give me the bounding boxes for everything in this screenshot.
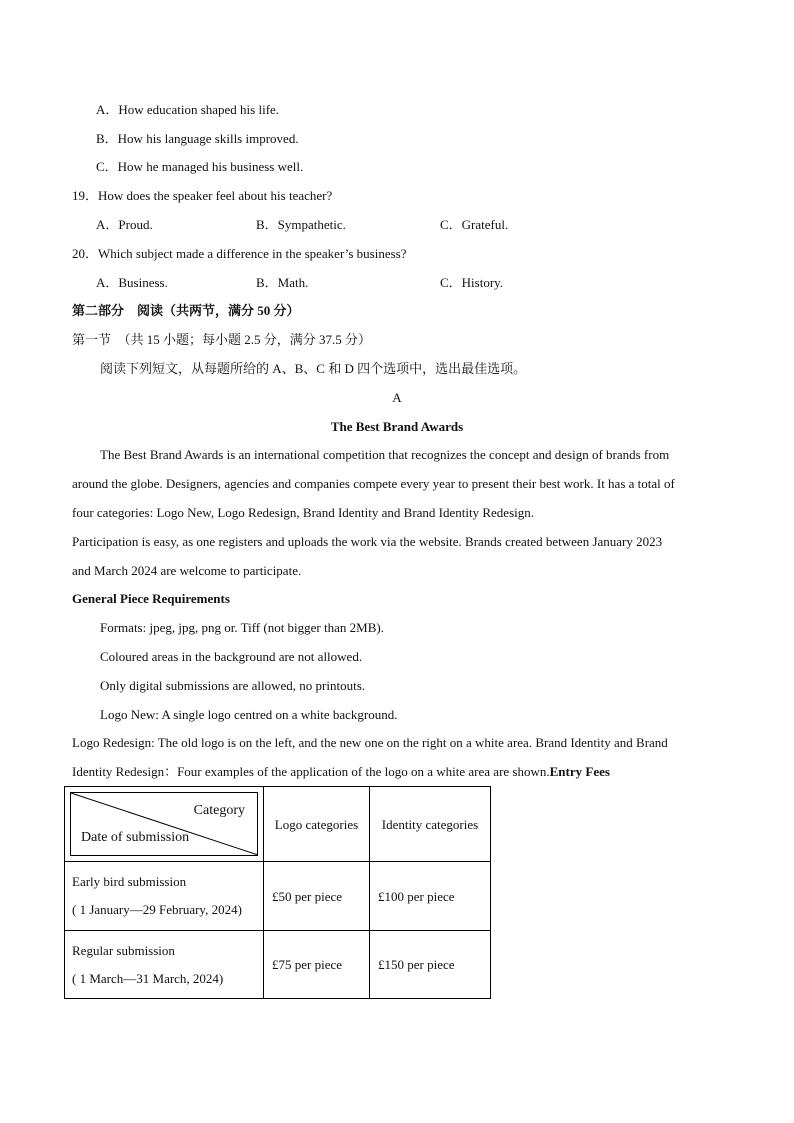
logo-redesign-line2 xyxy=(72,765,610,778)
passage-title: The Best Brand Awards xyxy=(330,419,464,434)
q20-option-a: A．Business. xyxy=(96,275,168,290)
paragraph1-line3: four categories: Logo New, Logo Redesign, Brand Identity and Brand Identity Redesign. xyxy=(72,505,534,520)
q20-option-b: B．Math. xyxy=(256,275,309,290)
regular-name: Regular submission xyxy=(72,942,175,958)
paragraph1-line2: around the globe. Designers, agencies and companies compete every year to present their best work. It has a total of xyxy=(72,476,675,491)
paragraph2-line1: Participation is easy, as one registers and uploads the work via the website. Brands created between January 2023 xyxy=(72,534,663,549)
header-identity-categories: Identity categories xyxy=(370,787,491,862)
logo-redesign-text: Identity Redesign：Four examples of the application of the logo on a white area are shown. xyxy=(72,764,550,779)
regular-logo-fee: £75 per piece xyxy=(264,931,370,999)
passage-letter: A xyxy=(392,390,402,405)
table-row xyxy=(65,862,491,931)
section1-title: 第一节 （共 15 小题；每小题 2.5 分，满分 37.5 分） xyxy=(72,332,372,347)
header-logo-categories: Logo categories xyxy=(264,787,370,862)
entry-fees-table xyxy=(64,786,491,999)
regular-dates: ( 1 March—31 March, 2024) xyxy=(72,970,224,986)
q20-option-c: C．History. xyxy=(440,275,504,290)
corner-diagonal-line xyxy=(65,787,264,861)
part2-title: 第二部分 阅读（共两节，满分 50 分） xyxy=(72,303,300,318)
q19-option-b: B．Sympathetic. xyxy=(256,217,346,232)
requirement-logo-new: Logo New: A single logo centred on a white background. xyxy=(100,707,398,722)
requirements-heading: General Piece Requirements xyxy=(72,591,230,606)
reading-instruction: 阅读下列短文，从每题所给的 A、B、C 和 D 四个选项中，选出最佳选项。 xyxy=(100,361,527,376)
corner-category-label: Category xyxy=(193,803,245,818)
requirement-digital: Only digital submissions are allowed, no printouts. xyxy=(100,678,366,693)
table-corner-cell xyxy=(65,787,264,862)
entry-fees-heading: Entry Fees xyxy=(549,764,610,779)
table-row xyxy=(65,931,491,999)
q19-option-a: A．Proud. xyxy=(96,217,153,232)
paragraph2-line2: and March 2024 are welcome to participate. xyxy=(72,563,302,578)
early-bird-name: Early bird submission xyxy=(72,874,187,889)
row-label-early-bird xyxy=(65,862,264,931)
corner-date-label: Date of submission xyxy=(81,830,190,845)
paragraph1-line1: The Best Brand Awards is an international competition that recognizes the concept and design of brands from xyxy=(100,447,670,462)
early-bird-logo-fee: £50 per piece xyxy=(264,862,370,931)
requirement-formats: Formats: jpeg, jpg, png or. Tiff (not bigger than 2MB). xyxy=(100,620,384,635)
early-bird-dates: ( 1 January—29 February, 2024) xyxy=(72,902,242,917)
requirement-background: Coloured areas in the background are not allowed. xyxy=(100,649,363,664)
q18-option-b: B．How his language skills improved. xyxy=(96,131,299,146)
logo-redesign-line1: Logo Redesign: The old logo is on the left, and the new one on the right on a white area. Brand Identity and Brand xyxy=(72,735,668,750)
early-bird-identity-fee: £100 per piece xyxy=(370,862,491,931)
regular-identity-fee: £150 per piece xyxy=(370,931,491,999)
q19-option-c: C．Grateful. xyxy=(440,217,509,232)
row-label-regular xyxy=(65,931,264,999)
q18-option-c: C．How he managed his business well. xyxy=(96,159,304,174)
q19-question: 19．How does the speaker feel about his teacher? xyxy=(72,188,333,203)
q20-question: 20．Which subject made a difference in the speaker’s business? xyxy=(72,246,407,261)
table-header-row xyxy=(65,787,491,862)
q18-option-a: A．How education shaped his life. xyxy=(96,102,280,117)
